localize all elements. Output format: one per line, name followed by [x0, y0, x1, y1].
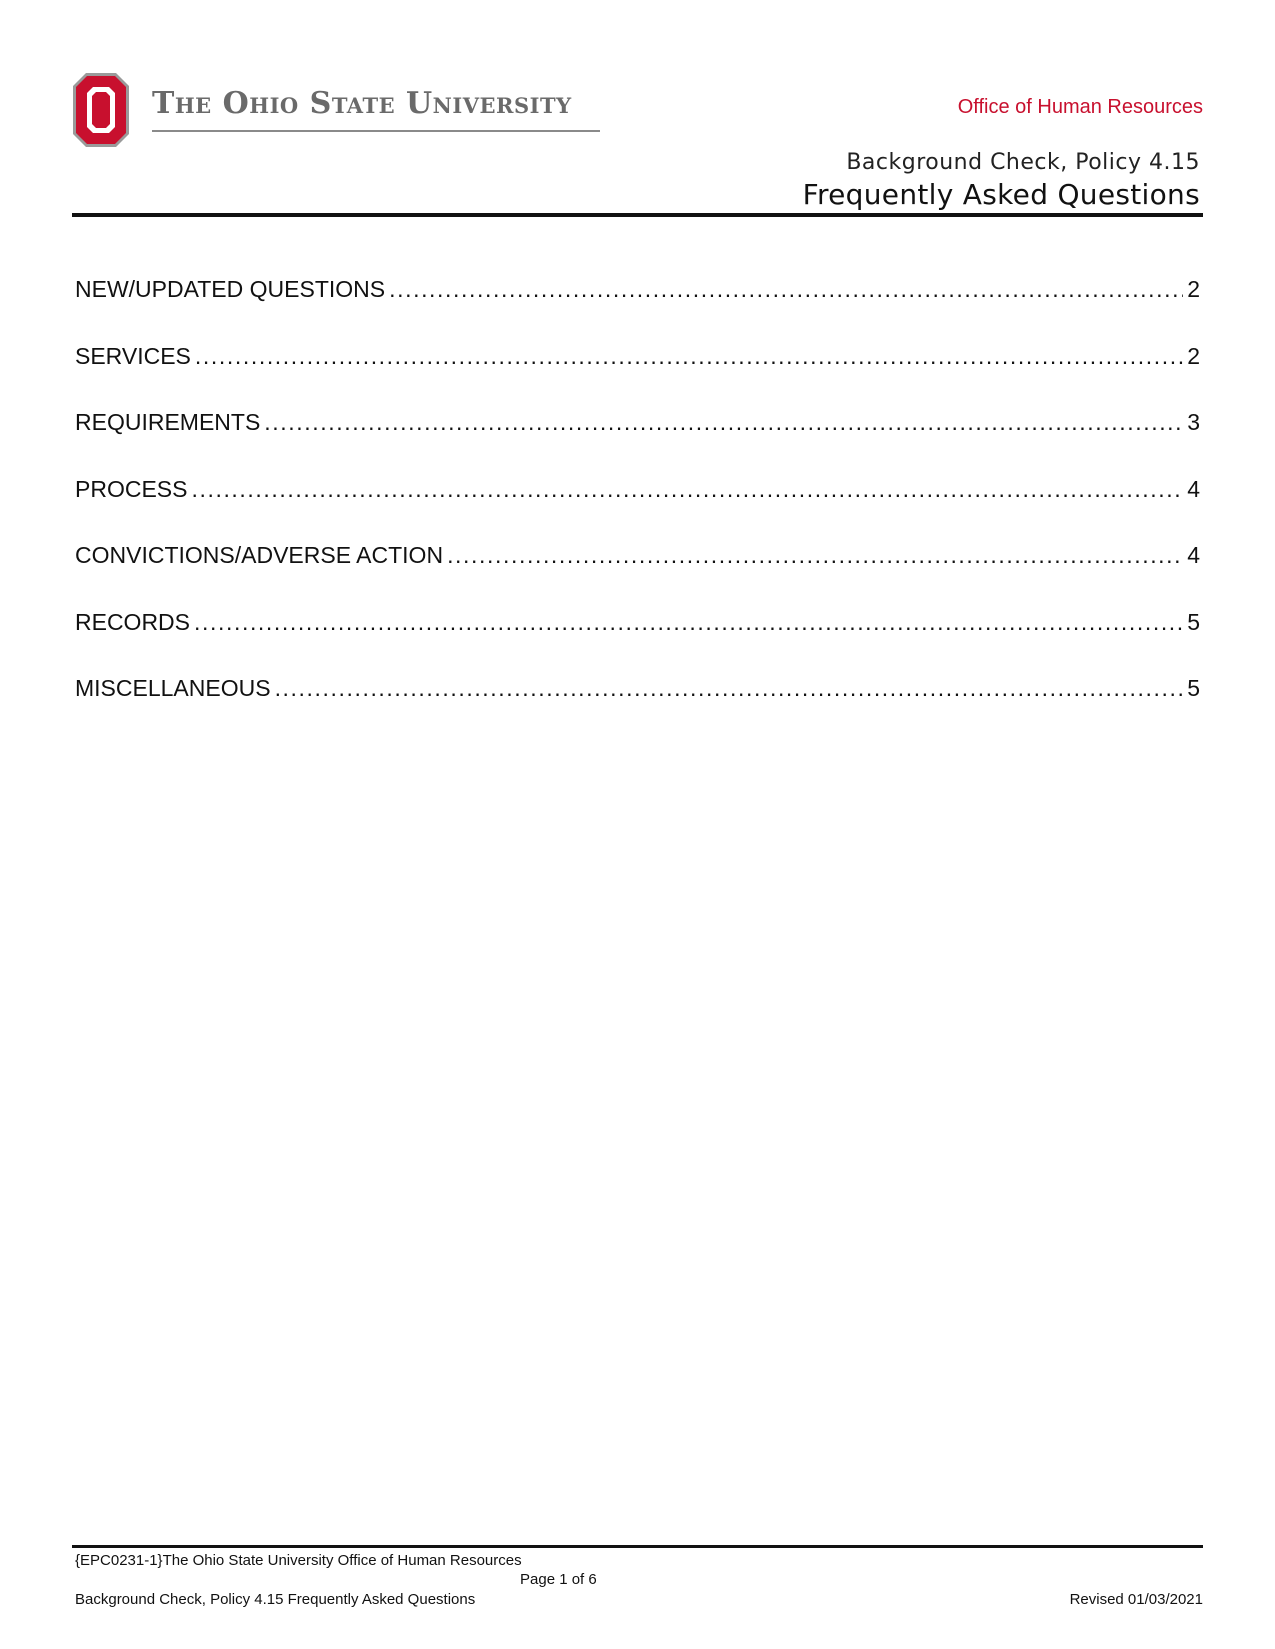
- toc-entry-convictions-adverse-action[interactable]: [75, 542, 1200, 609]
- toc-leader-dots: [275, 675, 1184, 702]
- block-o-icon: [72, 72, 130, 148]
- toc-leader-dots: [389, 276, 1183, 303]
- toc-entry-miscellaneous[interactable]: [75, 675, 1200, 742]
- footer-page-number: Page 1 of 6: [520, 1571, 597, 1588]
- footer-revised-date: Revised 01/03/2021: [1069, 1591, 1203, 1608]
- toc-entry-process[interactable]: [75, 476, 1200, 543]
- document-subtitle: Background Check, Policy 4.15: [846, 150, 1200, 175]
- university-wordmark: The Ohio State University: [152, 86, 572, 121]
- toc-entry-services[interactable]: [75, 343, 1200, 410]
- toc-entry-records[interactable]: [75, 609, 1200, 676]
- toc-page-number: 4: [1187, 475, 1200, 502]
- toc-leader-dots: [191, 476, 1183, 503]
- toc-label: CONVICTIONS/ADVERSE ACTION: [75, 542, 444, 568]
- toc-label: REQUIREMENTS: [75, 409, 261, 435]
- toc-page-number: 2: [1187, 342, 1200, 369]
- toc-label: SERVICES: [75, 342, 191, 369]
- toc-leader-dots: [194, 609, 1183, 636]
- footer-document-id: {EPC0231-1}The Ohio State University Office of Human Resources: [75, 1552, 522, 1569]
- footer-divider: [72, 1545, 1203, 1548]
- toc-page-number: 5: [1187, 675, 1200, 701]
- header-divider: [72, 213, 1203, 217]
- footer-document-title: Background Check, Policy 4.15 Frequently Asked Questions: [75, 1591, 476, 1608]
- toc-leader-dots: [264, 409, 1183, 436]
- toc-leader-dots: [195, 343, 1183, 370]
- toc-label: RECORDS: [75, 608, 191, 635]
- toc-label: NEW/UPDATED QUESTIONS: [75, 276, 386, 302]
- document-title: Frequently Asked Questions: [802, 178, 1200, 211]
- osu-block-o-logo: [72, 72, 130, 153]
- toc-entry-requirements[interactable]: [75, 409, 1200, 476]
- toc-page-number: 2: [1187, 276, 1200, 302]
- toc-label: PROCESS: [75, 475, 188, 502]
- office-name: Office of Human Resources: [957, 96, 1203, 118]
- toc-entry-new-updated-questions[interactable]: [75, 276, 1200, 343]
- toc-page-number: 3: [1187, 409, 1200, 435]
- toc-leader-dots: [447, 542, 1183, 569]
- toc-page-number: 5: [1187, 608, 1200, 635]
- wordmark-underline: [152, 130, 600, 132]
- toc-label: MISCELLANEOUS: [75, 675, 271, 701]
- toc-page-number: 4: [1187, 542, 1200, 568]
- table-of-contents: [75, 276, 1200, 742]
